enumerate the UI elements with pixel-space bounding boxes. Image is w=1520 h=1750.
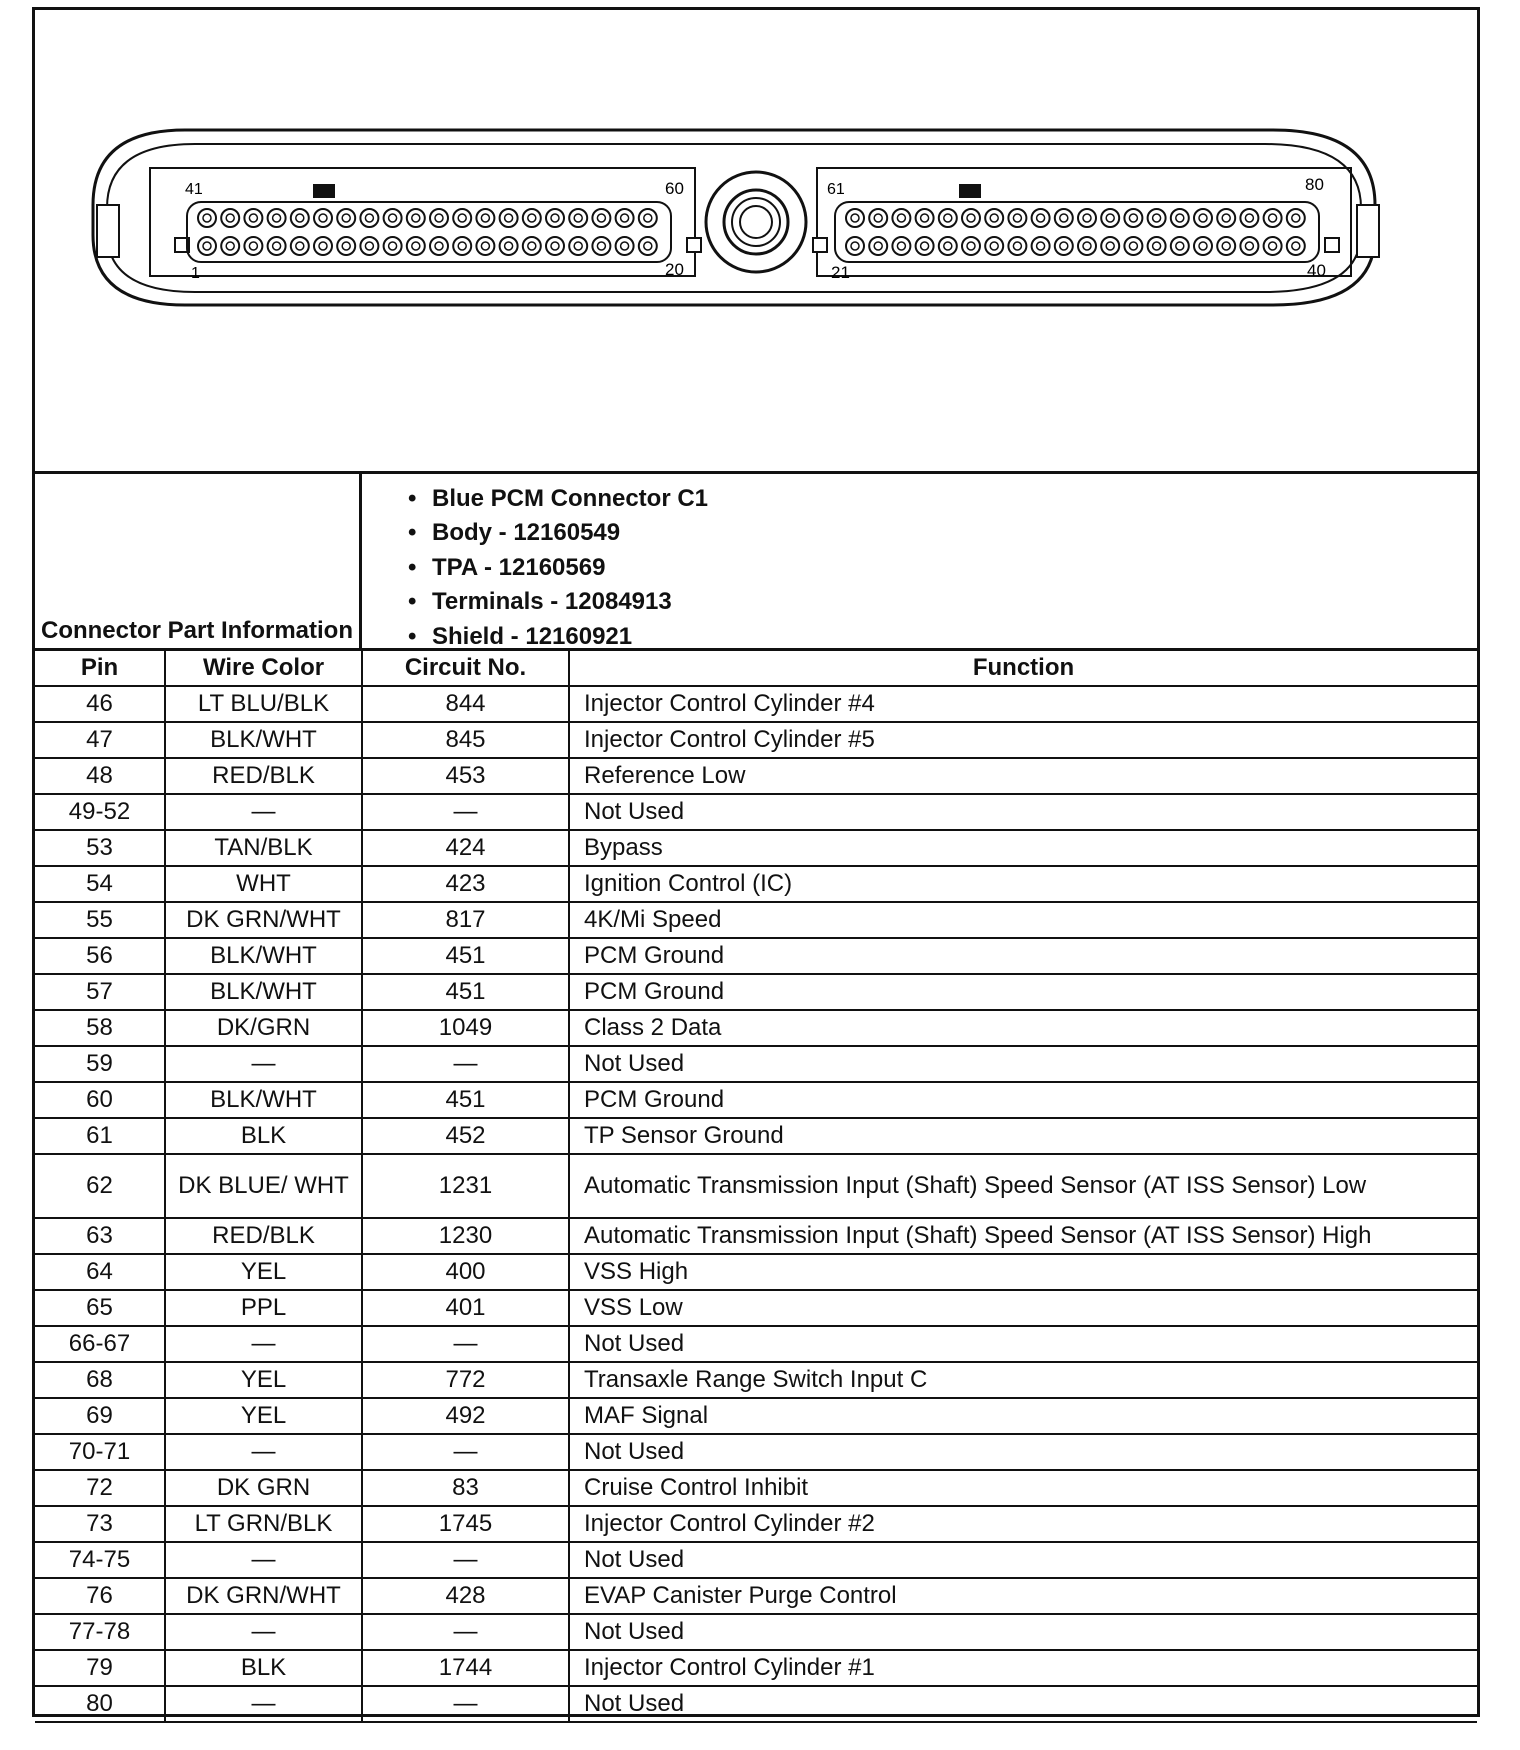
table-row bbox=[35, 1506, 1477, 1542]
pin-socket bbox=[1287, 209, 1305, 227]
pin-socket bbox=[1078, 237, 1096, 255]
function-cell: VSS High bbox=[569, 1254, 1477, 1290]
table-row bbox=[35, 902, 1477, 938]
pin-socket bbox=[1194, 209, 1212, 227]
info-item: • Blue PCM Connector C1 bbox=[432, 482, 1477, 516]
circuit-cell: — bbox=[362, 1326, 569, 1362]
circuit-cell: — bbox=[362, 1686, 569, 1722]
pin-socket bbox=[291, 237, 309, 255]
table-row bbox=[35, 1082, 1477, 1118]
function-cell: PCM Ground bbox=[569, 938, 1477, 974]
pin-socket bbox=[939, 237, 957, 255]
pin-grid bbox=[198, 209, 1305, 255]
function-cell: Injector Control Cylinder #4 bbox=[569, 686, 1477, 722]
pin-socket bbox=[430, 237, 448, 255]
wire-color-cell: — bbox=[165, 1326, 362, 1362]
circuit-cell: 428 bbox=[362, 1578, 569, 1614]
function-cell: Not Used bbox=[569, 1686, 1477, 1722]
pin-socket bbox=[523, 209, 541, 227]
function-cell: TP Sensor Ground bbox=[569, 1118, 1477, 1154]
pin-cell: 74-75 bbox=[35, 1542, 165, 1578]
circuit-cell: 401 bbox=[362, 1290, 569, 1326]
pin-cell: 47 bbox=[35, 722, 165, 758]
wire-color-cell: YEL bbox=[165, 1254, 362, 1290]
pin-socket bbox=[198, 237, 216, 255]
circuit-cell: 817 bbox=[362, 902, 569, 938]
header-pin: Pin bbox=[35, 651, 165, 686]
pin-socket bbox=[1148, 209, 1166, 227]
wire-color-cell: BLK/WHT bbox=[165, 722, 362, 758]
pin-socket bbox=[221, 237, 239, 255]
pin-rows bbox=[35, 686, 1477, 1722]
pin-socket bbox=[244, 237, 262, 255]
pin-socket bbox=[1171, 209, 1189, 227]
table-row bbox=[35, 1154, 1477, 1218]
pin-cell: 60 bbox=[35, 1082, 165, 1118]
circuit-cell: 451 bbox=[362, 1082, 569, 1118]
pin-socket bbox=[1287, 237, 1305, 255]
pin-socket bbox=[846, 209, 864, 227]
function-cell: Not Used bbox=[569, 1326, 1477, 1362]
pin-socket bbox=[962, 209, 980, 227]
pin-socket bbox=[592, 209, 610, 227]
pin-cell: 77-78 bbox=[35, 1614, 165, 1650]
table-row bbox=[35, 1434, 1477, 1470]
function-cell: Cruise Control Inhibit bbox=[569, 1470, 1477, 1506]
pin-socket bbox=[1055, 209, 1073, 227]
pin-cell: 63 bbox=[35, 1218, 165, 1254]
pin-label-21: 21 bbox=[831, 263, 850, 282]
center-bolt-outer bbox=[706, 172, 806, 272]
wire-color-cell: BLK bbox=[165, 1118, 362, 1154]
pin-cell: 68 bbox=[35, 1362, 165, 1398]
pin-cell: 49-52 bbox=[35, 794, 165, 830]
wire-color-cell: DK GRN bbox=[165, 1470, 362, 1506]
pin-socket bbox=[546, 209, 564, 227]
pin-socket bbox=[1078, 209, 1096, 227]
table-row bbox=[35, 1218, 1477, 1254]
pin-cell: 80 bbox=[35, 1686, 165, 1722]
info-item: • TPA - 12160569 bbox=[432, 551, 1477, 585]
pin-socket bbox=[221, 209, 239, 227]
left-latch bbox=[97, 205, 119, 257]
circuit-cell: — bbox=[362, 794, 569, 830]
circuit-cell: 844 bbox=[362, 686, 569, 722]
function-cell: Not Used bbox=[569, 794, 1477, 830]
pin-socket bbox=[1124, 237, 1142, 255]
pin-cell: 69 bbox=[35, 1398, 165, 1434]
info-item: • Body - 12160549 bbox=[432, 516, 1477, 550]
wire-color-cell: WHT bbox=[165, 866, 362, 902]
table-row bbox=[35, 1010, 1477, 1046]
table-row bbox=[35, 1470, 1477, 1506]
mid-left-square bbox=[687, 238, 701, 252]
pin-cell: 46 bbox=[35, 686, 165, 722]
connector-face-drawing bbox=[35, 10, 1477, 471]
header-wire-color: Wire Color bbox=[165, 651, 362, 686]
circuit-cell: — bbox=[362, 1046, 569, 1082]
wire-color-cell: BLK bbox=[165, 1650, 362, 1686]
pin-label-41: 41 bbox=[185, 181, 203, 198]
function-cell: PCM Ground bbox=[569, 1082, 1477, 1118]
pin-socket bbox=[892, 209, 910, 227]
pin-socket bbox=[846, 237, 864, 255]
center-bolt-ring bbox=[724, 190, 788, 254]
circuit-cell: 423 bbox=[362, 866, 569, 902]
center-bolt-ring bbox=[740, 206, 772, 238]
circuit-cell: 772 bbox=[362, 1362, 569, 1398]
table-row bbox=[35, 1650, 1477, 1686]
circuit-cell: 451 bbox=[362, 938, 569, 974]
circuit-cell: 1049 bbox=[362, 1010, 569, 1046]
function-cell: Not Used bbox=[569, 1046, 1477, 1082]
pin-socket bbox=[985, 209, 1003, 227]
circuit-cell: 1745 bbox=[362, 1506, 569, 1542]
pin-label-1: 1 bbox=[191, 265, 200, 282]
wire-color-cell: — bbox=[165, 1046, 362, 1082]
pin-cell: 59 bbox=[35, 1046, 165, 1082]
right-square bbox=[1325, 238, 1339, 252]
pin-socket bbox=[1240, 209, 1258, 227]
pin-socket bbox=[592, 237, 610, 255]
circuit-cell: 451 bbox=[362, 974, 569, 1010]
wire-color-cell: RED/BLK bbox=[165, 758, 362, 794]
table-row bbox=[35, 1578, 1477, 1614]
connector-part-info bbox=[35, 474, 1477, 651]
function-cell: 4K/Mi Speed bbox=[569, 902, 1477, 938]
pin-socket bbox=[1101, 237, 1119, 255]
pin-socket bbox=[314, 209, 332, 227]
pin-socket bbox=[453, 237, 471, 255]
pin-socket bbox=[1055, 237, 1073, 255]
pin-socket bbox=[268, 237, 286, 255]
pin-socket bbox=[476, 209, 494, 227]
table-row bbox=[35, 794, 1477, 830]
function-cell: Transaxle Range Switch Input C bbox=[569, 1362, 1477, 1398]
wire-color-cell: — bbox=[165, 1686, 362, 1722]
pin-socket bbox=[453, 209, 471, 227]
table-header-row bbox=[35, 651, 1477, 686]
pin-socket bbox=[430, 209, 448, 227]
wire-color-cell: BLK/WHT bbox=[165, 938, 362, 974]
table-row bbox=[35, 722, 1477, 758]
pin-cell: 79 bbox=[35, 1650, 165, 1686]
pin-socket bbox=[337, 237, 355, 255]
pin-socket bbox=[569, 209, 587, 227]
function-cell: Bypass bbox=[569, 830, 1477, 866]
table-row bbox=[35, 1686, 1477, 1722]
connector-diagram bbox=[35, 10, 1477, 474]
function-cell: Not Used bbox=[569, 1614, 1477, 1650]
table-row bbox=[35, 1046, 1477, 1082]
table-row bbox=[35, 830, 1477, 866]
function-cell: PCM Ground bbox=[569, 974, 1477, 1010]
circuit-cell: 424 bbox=[362, 830, 569, 866]
wire-color-cell: DK BLUE/ WHT bbox=[165, 1154, 362, 1218]
table-row bbox=[35, 758, 1477, 794]
wire-color-cell: PPL bbox=[165, 1290, 362, 1326]
pin-socket bbox=[616, 237, 634, 255]
pin-label-20: 20 bbox=[665, 260, 684, 279]
pin-socket bbox=[892, 237, 910, 255]
pin-label-80: 80 bbox=[1305, 175, 1324, 194]
function-cell: Automatic Transmission Input (Shaft) Speed Sensor (AT ISS Sensor) High bbox=[569, 1218, 1477, 1254]
pin-socket bbox=[1240, 237, 1258, 255]
pin-socket bbox=[314, 237, 332, 255]
pin-socket bbox=[384, 237, 402, 255]
pin-socket bbox=[523, 237, 541, 255]
pin-socket bbox=[962, 237, 980, 255]
pin-socket bbox=[291, 209, 309, 227]
pin-socket bbox=[1124, 209, 1142, 227]
right-latch bbox=[1357, 205, 1379, 257]
header-circuit: Circuit No. bbox=[362, 651, 569, 686]
pin-socket bbox=[384, 209, 402, 227]
wire-color-cell: DK/GRN bbox=[165, 1010, 362, 1046]
wire-color-cell: RED/BLK bbox=[165, 1218, 362, 1254]
circuit-cell: 400 bbox=[362, 1254, 569, 1290]
wire-color-cell: — bbox=[165, 1434, 362, 1470]
pin-socket bbox=[244, 209, 262, 227]
circuit-cell: 1230 bbox=[362, 1218, 569, 1254]
info-label: Connector Part Information bbox=[35, 474, 362, 648]
function-cell: Reference Low bbox=[569, 758, 1477, 794]
pin-socket bbox=[616, 209, 634, 227]
right-key bbox=[959, 184, 981, 198]
pin-socket bbox=[939, 209, 957, 227]
pin-cell: 76 bbox=[35, 1578, 165, 1614]
pin-socket bbox=[1171, 237, 1189, 255]
circuit-cell: 492 bbox=[362, 1398, 569, 1434]
pin-socket bbox=[985, 237, 1003, 255]
pin-socket bbox=[1264, 237, 1282, 255]
mid-right-square bbox=[813, 238, 827, 252]
wire-color-cell: YEL bbox=[165, 1398, 362, 1434]
pin-socket bbox=[869, 209, 887, 227]
table-row bbox=[35, 1290, 1477, 1326]
left-key bbox=[313, 184, 335, 198]
function-cell: Injector Control Cylinder #1 bbox=[569, 1650, 1477, 1686]
pin-table bbox=[35, 651, 1477, 1723]
pin-label-61: 61 bbox=[827, 181, 845, 198]
pin-cell: 55 bbox=[35, 902, 165, 938]
table-row bbox=[35, 866, 1477, 902]
circuit-cell: — bbox=[362, 1434, 569, 1470]
pin-socket bbox=[476, 237, 494, 255]
pin-socket bbox=[337, 209, 355, 227]
info-item: • Terminals - 12084913 bbox=[432, 585, 1477, 619]
pin-socket bbox=[916, 209, 934, 227]
pin-socket bbox=[869, 237, 887, 255]
function-cell: EVAP Canister Purge Control bbox=[569, 1578, 1477, 1614]
pin-socket bbox=[360, 209, 378, 227]
wire-color-cell: LT GRN/BLK bbox=[165, 1506, 362, 1542]
wire-color-cell: — bbox=[165, 794, 362, 830]
function-cell: Not Used bbox=[569, 1434, 1477, 1470]
table-row bbox=[35, 974, 1477, 1010]
function-cell: Injector Control Cylinder #2 bbox=[569, 1506, 1477, 1542]
circuit-cell: 1744 bbox=[362, 1650, 569, 1686]
wire-color-cell: — bbox=[165, 1542, 362, 1578]
table-row bbox=[35, 1118, 1477, 1154]
function-cell: Injector Control Cylinder #5 bbox=[569, 722, 1477, 758]
pin-cell: 66-67 bbox=[35, 1326, 165, 1362]
table-row bbox=[35, 1542, 1477, 1578]
pin-cell: 65 bbox=[35, 1290, 165, 1326]
table-row bbox=[35, 938, 1477, 974]
pin-socket bbox=[360, 237, 378, 255]
pin-cell: 70-71 bbox=[35, 1434, 165, 1470]
pin-cell: 62 bbox=[35, 1154, 165, 1218]
wire-color-cell: — bbox=[165, 1614, 362, 1650]
pin-socket bbox=[1217, 237, 1235, 255]
function-cell: Class 2 Data bbox=[569, 1010, 1477, 1046]
pin-socket bbox=[569, 237, 587, 255]
pin-cell: 72 bbox=[35, 1470, 165, 1506]
pin-socket bbox=[1008, 237, 1026, 255]
circuit-cell: 845 bbox=[362, 722, 569, 758]
connector-sheet bbox=[32, 7, 1480, 1717]
pin-socket bbox=[1148, 237, 1166, 255]
pin-socket bbox=[500, 209, 518, 227]
pin-socket bbox=[1032, 209, 1050, 227]
pin-socket bbox=[916, 237, 934, 255]
pin-cell: 64 bbox=[35, 1254, 165, 1290]
table-row bbox=[35, 686, 1477, 722]
function-cell: Automatic Transmission Input (Shaft) Speed Sensor (AT ISS Sensor) Low bbox=[569, 1154, 1477, 1218]
function-cell: MAF Signal bbox=[569, 1398, 1477, 1434]
pin-cell: 57 bbox=[35, 974, 165, 1010]
pin-socket bbox=[268, 209, 286, 227]
pin-socket bbox=[407, 237, 425, 255]
table-row bbox=[35, 1254, 1477, 1290]
circuit-cell: 453 bbox=[362, 758, 569, 794]
wire-color-cell: BLK/WHT bbox=[165, 974, 362, 1010]
pin-socket bbox=[407, 209, 425, 227]
pin-cell: 56 bbox=[35, 938, 165, 974]
wire-color-cell: DK GRN/WHT bbox=[165, 902, 362, 938]
pin-cell: 53 bbox=[35, 830, 165, 866]
pin-socket bbox=[546, 237, 564, 255]
pin-socket bbox=[1008, 209, 1026, 227]
info-list bbox=[362, 474, 1477, 648]
pin-socket bbox=[1264, 209, 1282, 227]
pin-socket bbox=[1217, 209, 1235, 227]
wire-color-cell: YEL bbox=[165, 1362, 362, 1398]
wire-color-cell: DK GRN/WHT bbox=[165, 1578, 362, 1614]
info-item: • Shield - 12160921 bbox=[432, 620, 1477, 654]
pin-cell: 61 bbox=[35, 1118, 165, 1154]
pin-cell: 73 bbox=[35, 1506, 165, 1542]
circuit-cell: — bbox=[362, 1614, 569, 1650]
pin-socket bbox=[639, 209, 657, 227]
pin-cell: 54 bbox=[35, 866, 165, 902]
table-row bbox=[35, 1326, 1477, 1362]
pin-label-60: 60 bbox=[665, 179, 684, 198]
pin-socket bbox=[1032, 237, 1050, 255]
pin-socket bbox=[500, 237, 518, 255]
wire-color-cell: LT BLU/BLK bbox=[165, 686, 362, 722]
circuit-cell: 83 bbox=[362, 1470, 569, 1506]
wire-color-cell: TAN/BLK bbox=[165, 830, 362, 866]
function-cell: VSS Low bbox=[569, 1290, 1477, 1326]
function-cell: Ignition Control (IC) bbox=[569, 866, 1477, 902]
function-cell: Not Used bbox=[569, 1542, 1477, 1578]
pin-socket bbox=[1194, 237, 1212, 255]
circuit-cell: — bbox=[362, 1542, 569, 1578]
table-row bbox=[35, 1398, 1477, 1434]
circuit-cell: 452 bbox=[362, 1118, 569, 1154]
pin-label-40: 40 bbox=[1307, 261, 1326, 280]
header-function: Function bbox=[569, 651, 1477, 686]
table-row bbox=[35, 1614, 1477, 1650]
table-row bbox=[35, 1362, 1477, 1398]
circuit-cell: 1231 bbox=[362, 1154, 569, 1218]
pin-socket bbox=[1101, 209, 1119, 227]
pin-cell: 58 bbox=[35, 1010, 165, 1046]
pin-socket bbox=[639, 237, 657, 255]
pin-socket bbox=[198, 209, 216, 227]
pin-cell: 48 bbox=[35, 758, 165, 794]
wire-color-cell: BLK/WHT bbox=[165, 1082, 362, 1118]
